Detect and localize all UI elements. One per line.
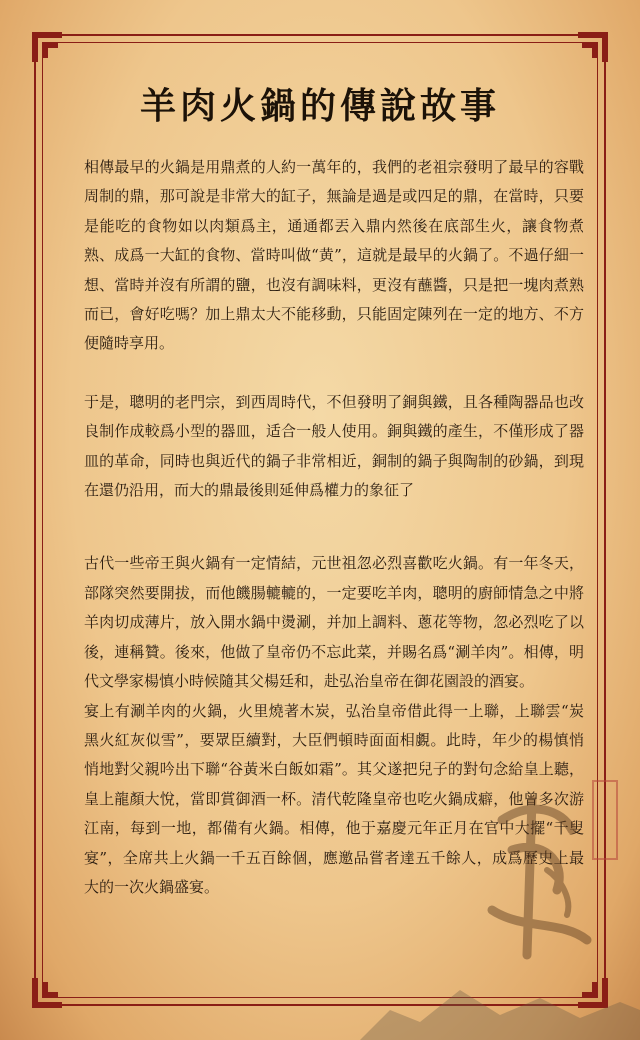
corner-ornament-icon (30, 30, 64, 64)
calligraphy-watermark-icon (472, 780, 602, 970)
paragraph-1: 相傳最早的火鍋是用鼎煮的人約一萬年的，我們的老祖宗發明了最早的容戰周制的鼎，那可說是非常大的缸子，無論是過是或四足的鼎，在當時，只要是能吃的食物如以肉類爲主，通通都丟入鼎内然後在底部生火，讓食物煮熟、成爲一大缸的食物、當時叫做“黄”，這就是最早的火鍋了。不過仔細一想、當時并沒有所謂的鹽，也沒有調味料，更沒有蘸醬，只是把一塊肉煮熟而已，會好吃嗎？加上鼎太大不能移動，只能固定陳列在一定的地方、不方便隨時享用。 (84, 158, 584, 353)
seal-stamp-icon (592, 780, 618, 860)
corner-ornament-icon (576, 30, 610, 64)
paragraph-2: 于是，聰明的老門宗，到西周時代，不但發明了銅與鐵，且各種陶器品也改良制作成較爲小型的器皿，适合一般人使用。銅與鐵的產生，不僅形成了器皿的革命，同時也與近代的鍋子非常相近，銅制的鍋子與陶制的砂鍋，到現在還仍沿用，而大的鼎最後則延伸爲權力的象征了 (84, 392, 584, 500)
ink-mountains-icon (360, 960, 640, 1040)
paragraph-4: 宴上有涮羊肉的火鍋，火里燒著木炭，弘治皇帝借此得一上聯，上聯雲“炭黑火紅灰似雪”，要眾臣續對，大臣們頓時面面相覷。此時，年少的楊慎悄悄地對父親吟出下聯“谷黃米白飯如霜”。其父遂把兒子的對句念給皇上聽，皇上龍顏大悅，當即賞御酒一杯。清代乾隆皇帝也吃火鍋成癖，他曾多次游江南，每到一地，都備有火鍋。相傳，他于嘉慶元年正月在官中大擺“千叟宴”，全席共上火鍋一千五百餘個，應邀品嘗者達五千餘人，成爲歷史上最大的一次火鍋盛宴。 (84, 701, 584, 896)
corner-ornament-icon (30, 976, 64, 1010)
page-title: 羊肉火鍋的傳說故事 (139, 85, 500, 127)
paragraph-3: 古代一些帝王與火鍋有一定情結，元世祖忽必烈喜歡吃火鍋。有一年冬天，部隊突然要開拔，而他饑腸轆轆的，一定要吃羊肉，聰明的廚師情急之中將羊肉切成薄片，放入開水鍋中燙涮，并加上調料、蔥花等物，忽必烈吃了以後，連稱贊。後來，他做了皇帝仍不忘此菜，并賜名爲“涮羊肉”。相傳，明代文學家楊慎小時候隨其父楊廷和，赴弘治皇帝在御花園設的酒宴。 (84, 554, 584, 691)
